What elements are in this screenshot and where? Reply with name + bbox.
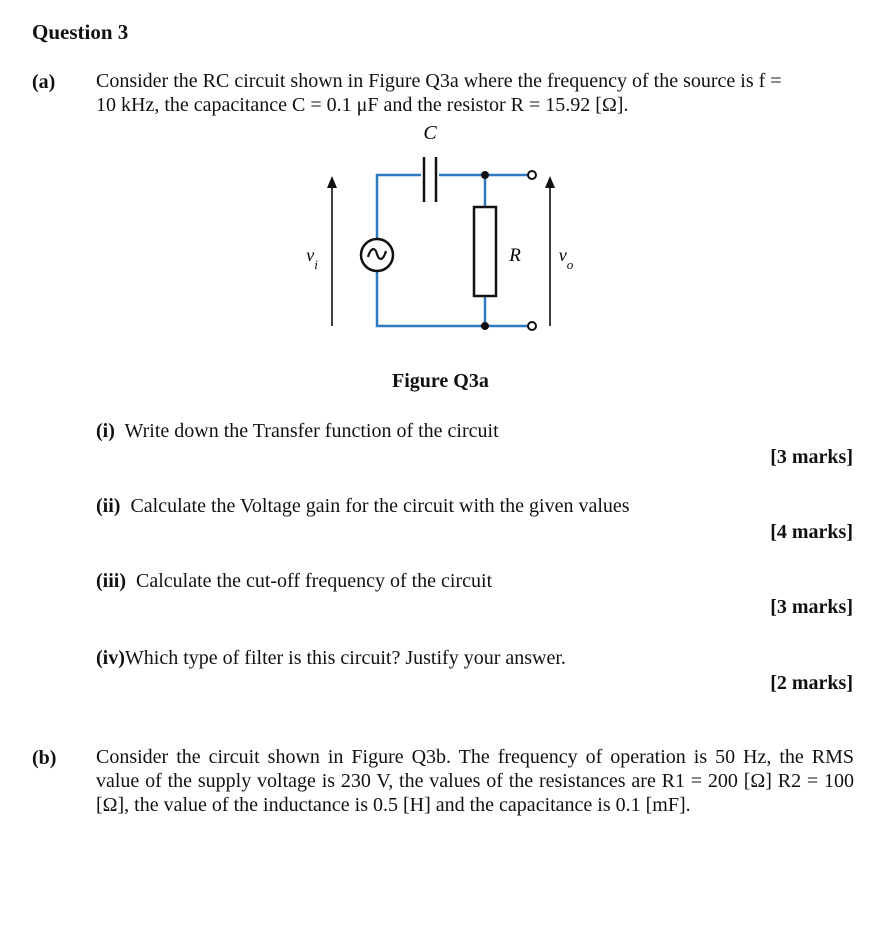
question-i-marks: [3 marks] <box>770 446 853 468</box>
question-iv-number: (iv) <box>96 647 125 669</box>
question-ii-text: Calculate the Voltage gain for the circuit with the given values <box>130 495 630 517</box>
question-iii <box>96 570 492 593</box>
vin-label: $v_i$ <box>306 245 318 272</box>
rc-circuit-diagram <box>290 120 590 350</box>
resistor-symbol <box>474 207 496 296</box>
vin-arrow-icon <box>327 176 337 326</box>
junction-dot-top <box>481 171 489 179</box>
resistor-label: R <box>509 245 521 266</box>
part-b-label: (b) <box>32 747 57 769</box>
part-a-line-2: 10 kHz, the capacitance C = 0.1 μF and the resistor R = 15.92 [Ω]. <box>96 94 629 116</box>
output-terminal-bottom <box>528 322 536 330</box>
part-b-text: Consider the circuit shown in Figure Q3b. The frequency of operation is 50 Hz, the RMS value of the supply voltage is 230 V, the values of the resistances are R1 = 200 [Ω] R2 = 100 [Ω], the value of the inductance is 0.5 [H] and the capacitance is 0.1 [mF]. <box>96 746 854 816</box>
capacitor-label: C <box>423 122 437 144</box>
output-terminal-top <box>528 171 536 179</box>
question-ii <box>96 495 630 518</box>
question-iv <box>96 647 566 670</box>
vout-label: $v_o$ <box>558 245 574 272</box>
circuit-wires <box>377 175 529 326</box>
part-a-text <box>96 69 856 117</box>
figure-caption: Figure Q3a <box>392 370 489 392</box>
question-iv-marks: [2 marks] <box>770 672 853 694</box>
question-iii-text: Calculate the cut-off frequency of the circuit <box>136 570 493 592</box>
question-i <box>96 420 499 443</box>
question-i-number: (i) <box>96 420 115 442</box>
question-i-text: Write down the Transfer function of the circuit <box>124 420 499 442</box>
question-iii-marks: [3 marks] <box>770 596 853 618</box>
question-ii-number: (ii) <box>96 495 121 517</box>
question-heading: Question 3 <box>32 20 129 44</box>
junction-dot-bottom <box>481 322 489 330</box>
question-iii-number: (iii) <box>96 570 126 592</box>
question-ii-marks: [4 marks] <box>770 521 853 543</box>
part-a-line-1: Consider the RC circuit shown in Figure Q3a where the frequency of the source is f = <box>96 70 782 92</box>
vout-arrow-icon <box>545 176 555 326</box>
capacitor-symbol <box>424 157 436 202</box>
question-iv-text: Which type of filter is this circuit? Justify your answer. <box>124 647 566 669</box>
part-a-label: (a) <box>32 71 56 93</box>
